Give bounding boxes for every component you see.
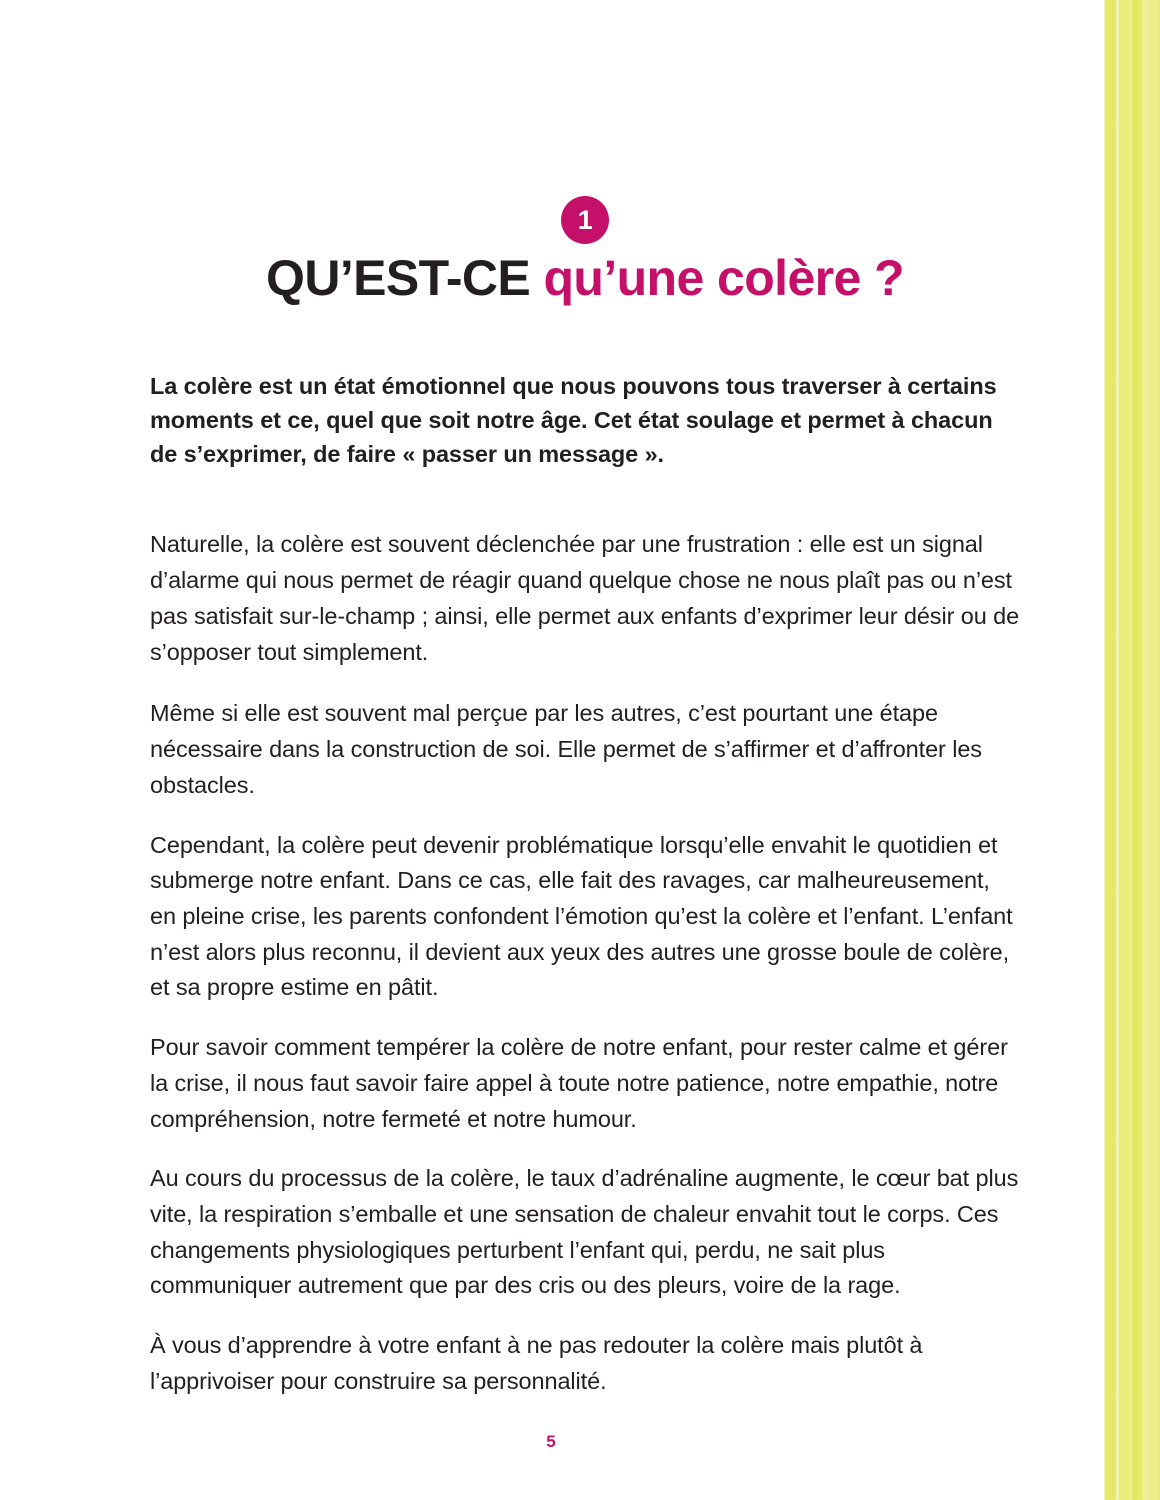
page-number: 5 (546, 1432, 556, 1451)
body-paragraph-5: Au cours du processus de la colère, le taux d’adrénaline augmente, le cœur bat plus vite, la respiration s’emballe et une sensation de chaleur envahit tout le corps. Ces changements physiologiques perturbent l’enfant qui, perdu, ne sait plus communiquer autrement que par des cris ou des pleurs, voire de la rage. (150, 1165, 1019, 1299)
page-title (150, 250, 1020, 306)
chapter-number-badge: 1 (561, 196, 609, 244)
body-paragraph-3: Cependant, la colère peut devenir problématique lorsqu’elle envahit le quotidien et submerge notre enfant. Dans ce cas, elle fait des ravages, car malheureusement, en pleine crise, les parents confondent l’émotion qu’est la colère et l’enfant. L’enfant n’est alors plus reconnu, il devient aux yeux des autres une grosse boule de colère, et sa propre estime en pâtit. (150, 831, 1013, 1001)
highlighter-streak (1154, 0, 1157, 1500)
title-primary: QU’EST-CE (266, 250, 531, 306)
highlighter-streak (1116, 0, 1119, 1500)
highlighter-streak (1129, 0, 1132, 1500)
highlighter-edge-decoration (1102, 0, 1160, 1500)
page-content (150, 196, 1020, 1400)
body-paragraph-4: Pour savoir comment tempérer la colère de notre enfant, pour rester calme et gérer la crise, il nous faut savoir faire appel à toute notre patience, notre empathie, notre compréhension, notre fermeté et notre humour. (150, 1034, 1008, 1132)
title-secondary: qu’une colère ? (543, 250, 904, 306)
highlighter-streak (1143, 0, 1146, 1500)
body-paragraph-6: À vous d’apprendre à votre enfant à ne pas redouter la colère mais plutôt à l’apprivoiser pour construire sa personnalité. (150, 1332, 923, 1394)
body-paragraph-1: Naturelle, la colère est souvent déclenchée par une frustration : elle est un signal d’alarme qui nous permet de réagir quand quelque chose ne nous plaît pas ou n’est pas satisfait sur-le-champ ; ainsi, elle permet aux enfants d’exprimer leur désir ou de s’opposer tout simplement. (150, 531, 1020, 665)
body-paragraph-2: Même si elle est souvent mal perçue par les autres, c’est pourtant une étape nécessaire dans la construction de soi. Elle permet de s’affirmer et d’affronter les obstacles. (150, 700, 982, 798)
lead-paragraph: La colère est un état émotionnel que nous pouvons tous traverser à certains moments et ce, quel que soit notre âge. Cet état soulage et permet à chacun de s’exprimer, de faire « passer un message ». (150, 373, 997, 467)
